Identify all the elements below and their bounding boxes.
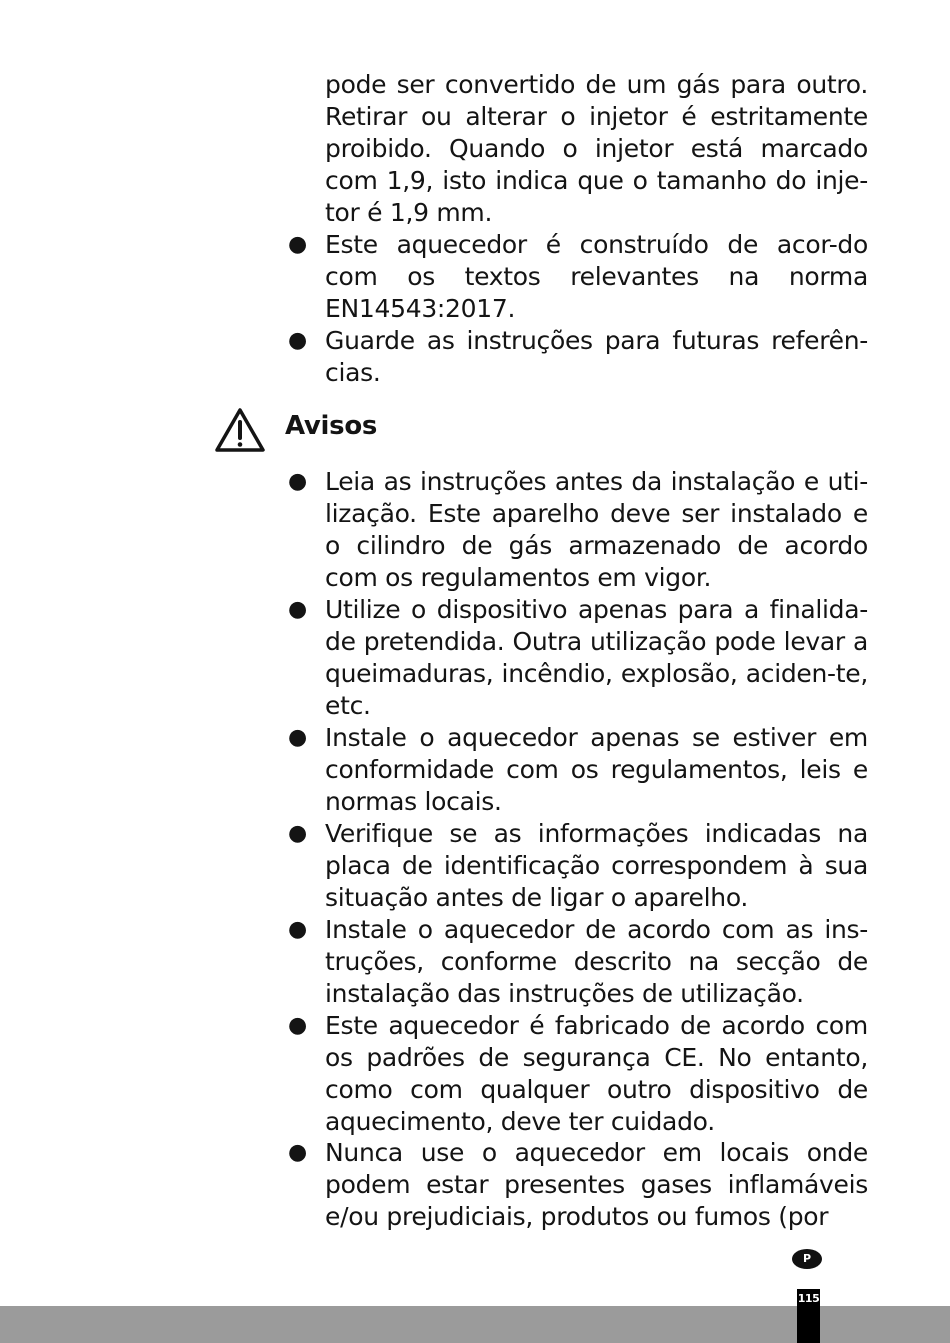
list-item <box>288 914 868 1010</box>
section-title: Avisos <box>285 411 378 441</box>
list-item-text: Nunca use o aquecedor em locais onde podem estar presentes gases inflamáveis e/ou prejudiciais, produtos ou fumos (por <box>325 1138 868 1231</box>
bullet-icon: ● <box>288 821 307 846</box>
list-item <box>288 722 868 818</box>
warning-triangle-icon <box>214 407 266 453</box>
list-item <box>288 1137 868 1233</box>
bullet-icon: ● <box>288 232 307 257</box>
page-number: 115 <box>797 1292 820 1305</box>
list-item-text: Utilize o dispositivo apenas para a finalida-de pretendida. Outra utilização pode levar a queimaduras, incêndio, explosão, aciden-te, etc. <box>325 595 868 720</box>
bullet-icon: ● <box>288 1140 307 1165</box>
list-item-text: Guarde as instruções para futuras referên-cias. <box>325 326 868 387</box>
continuation-paragraph: pode ser convertido de um gás para outro. Retirar ou alterar o injetor é estritamente proibido. Quando o injetor está marcado com 1,9, isto indica que o tamanho do inje-tor é 1,9 mm. <box>325 70 868 227</box>
list-item-text: Leia as instruções antes da instalação e uti-lização. Este aparelho deve ser instalado e o cilindro de gás armazenado de acordo com os regulamentos em vigor. <box>325 467 868 592</box>
list-item-text: Este aquecedor é fabricado de acordo com os padrões de segurança CE. No entanto, como com qualquer outro dispositivo de aquecimento, deve ter cuidado. <box>325 1011 868 1136</box>
list-item <box>288 818 868 914</box>
list-item-text: Este aquecedor é construído de acor-do com os textos relevantes na norma EN14543:2017. <box>325 230 868 323</box>
language-badge: P <box>792 1249 822 1269</box>
list-item <box>288 1010 868 1138</box>
list-item-text: Verifique se as informações indicadas na placa de identificação correspondem à sua situação antes de ligar o aparelho. <box>325 819 868 912</box>
bullet-icon: ● <box>288 597 307 622</box>
list-item <box>288 594 868 722</box>
bullet-icon: ● <box>288 917 307 942</box>
list-item <box>288 325 868 389</box>
list-item <box>288 466 868 594</box>
bullet-icon: ● <box>288 469 307 494</box>
list-item-text: Instale o aquecedor apenas se estiver em conformidade com os regulamentos, leis e normas locais. <box>325 723 868 816</box>
bullet-icon: ● <box>288 725 307 750</box>
list-item <box>288 229 868 325</box>
list-item-text: Instale o aquecedor de acordo com as ins-truções, conforme descrito na secção de instalação das instruções de utilização. <box>325 915 868 1008</box>
bullet-icon: ● <box>288 328 307 353</box>
page-tab <box>797 1289 820 1343</box>
bullet-icon: ● <box>288 1013 307 1038</box>
